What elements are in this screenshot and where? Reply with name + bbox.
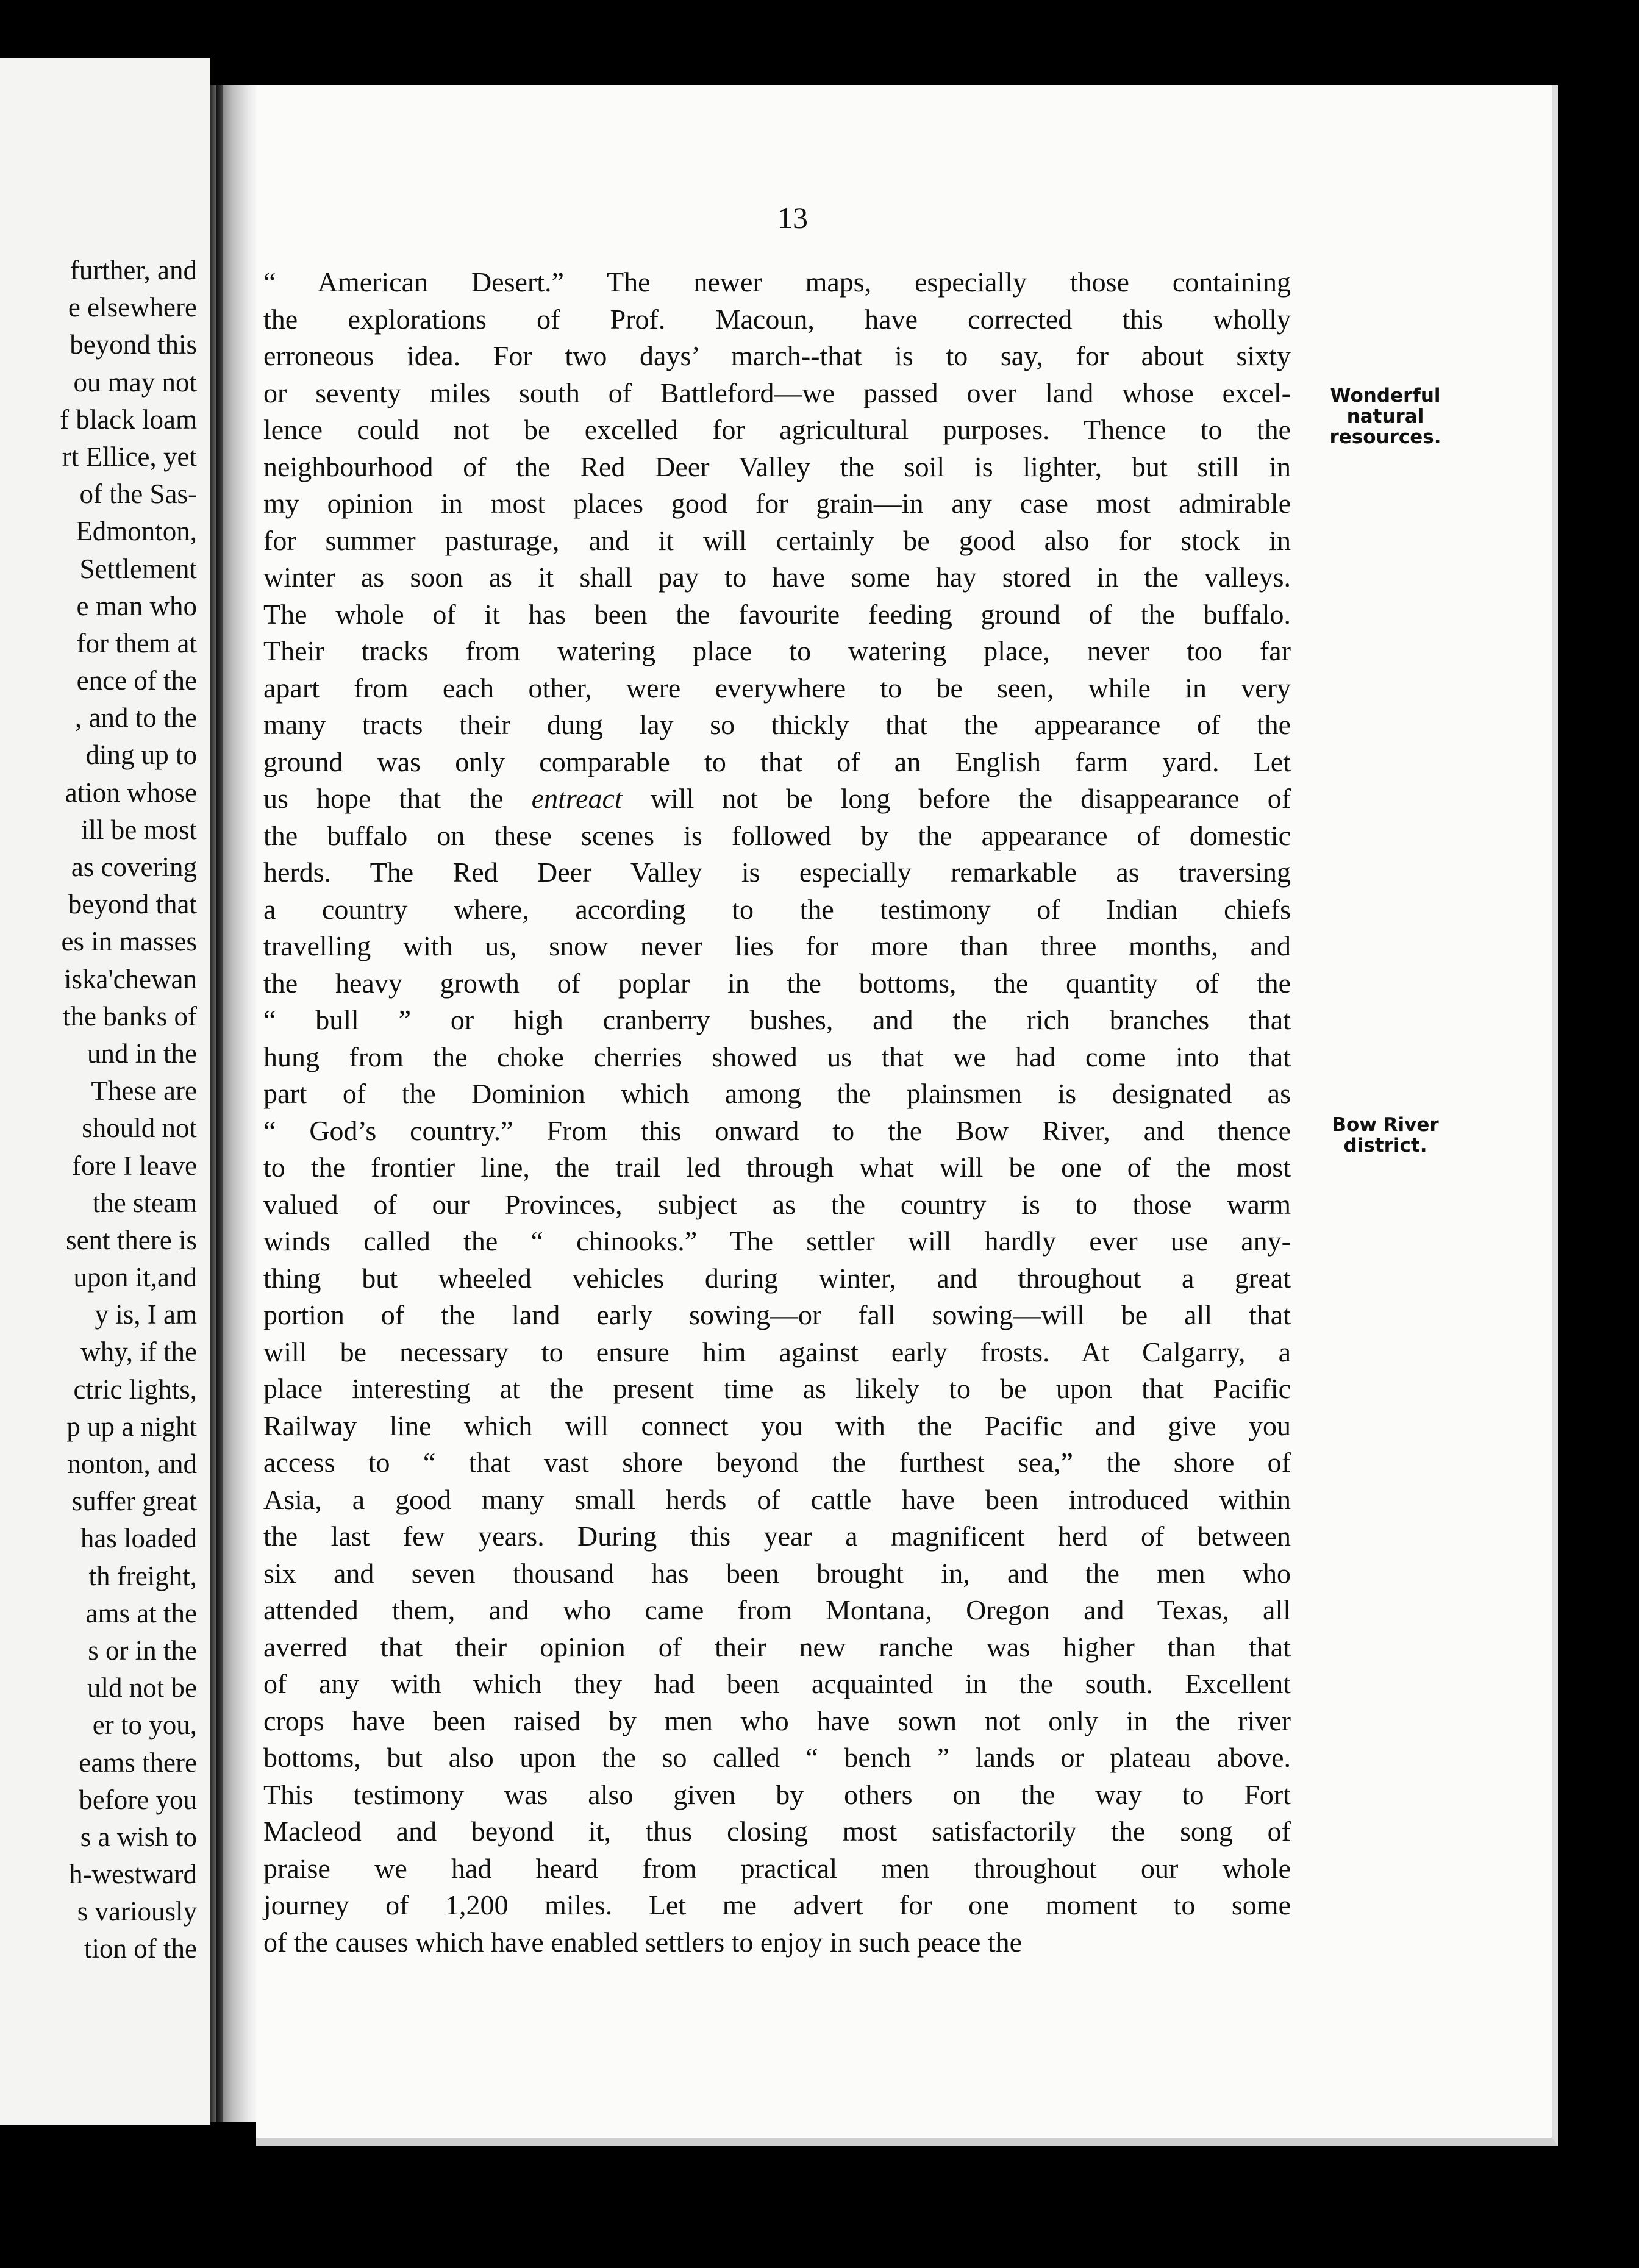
text-line: erroneous idea. For two days’ march--that is to say, for about sixty: [263, 340, 1291, 371]
text-line: lence could not be excelled for agricultural purposes. Thence to the: [263, 414, 1291, 445]
left-page-line: ams at the: [85, 1597, 197, 1628]
left-page-line: before you: [79, 1784, 197, 1815]
text-line: “ bull ” or high cranberry bushes, and the rich branches that: [263, 1004, 1291, 1035]
italic-word: entreact: [531, 783, 623, 814]
text-line: of any with which they had been acquainted in the south. Excellent: [263, 1668, 1291, 1699]
left-page-line: er to you,: [92, 1710, 197, 1741]
text-line: “ American Desert.” The newer maps, especially those containing: [263, 266, 1291, 298]
left-page-line: of the Sas-: [79, 479, 197, 510]
text-line: hung from the choke cherries showed us that we had come into that: [263, 1041, 1291, 1072]
left-page-line: s a wish to: [80, 1821, 197, 1852]
text-line: thing but wheeled vehicles during winter, and throughout a great: [263, 1262, 1291, 1294]
left-page-line: h-westward: [69, 1859, 197, 1890]
side-note-wonderful-natural-resources: [1306, 385, 1465, 448]
left-page-line: fore I leave: [72, 1150, 197, 1181]
text-line: winds called the “ chinooks.” The settler will hardly ever use any-: [263, 1225, 1291, 1257]
left-page-line: further, and: [70, 255, 197, 285]
text-line: praise we had heard from practical men throughout our whole: [263, 1852, 1291, 1884]
text-line: to the frontier line, the trail led through what will be one of the most: [263, 1152, 1291, 1183]
left-page-line: ou may not: [73, 366, 197, 398]
text-line: This testimony was also given by others on the way to Fort: [263, 1778, 1291, 1810]
text-line: bottoms, but also upon the so called “ bench ” lands or plateau above.: [263, 1742, 1291, 1773]
left-page-line: s variously: [77, 1896, 197, 1927]
left-page-line: These are: [91, 1075, 197, 1107]
left-page-line: , and to the: [75, 702, 197, 733]
text-line: The whole of it has been the favourite feeding ground of the buffalo.: [263, 598, 1291, 630]
left-page-line: Settlement: [79, 553, 197, 584]
left-page-line: ence of the: [76, 665, 197, 696]
left-page-line: the banks of: [63, 1000, 197, 1032]
text-line: the last few years. During this year a magnificent herd of between: [263, 1521, 1291, 1552]
side-note-line: natural: [1346, 405, 1424, 427]
text-line: part of the Dominion which among the plainsmen is designated as: [263, 1078, 1291, 1109]
left-page-line: und in the: [87, 1038, 197, 1069]
left-page-line: suffer great: [71, 1486, 197, 1517]
left-page-line: as covering: [71, 852, 197, 882]
text-line: neighbourhood of the Red Deer Valley the soil is lighter, but still in: [263, 451, 1291, 482]
left-page-line: ill be most: [81, 814, 197, 845]
text-line: access to “ that vast shore beyond the furthest sea,” the shore of: [263, 1447, 1291, 1478]
left-page-line: eams there: [79, 1747, 197, 1778]
left-page-line: beyond that: [68, 889, 197, 920]
left-page-line: f black loam: [60, 404, 197, 435]
left-page-line: iska'chewan: [63, 963, 197, 994]
side-note-bow-river-district: [1306, 1114, 1465, 1156]
left-page-text: [0, 252, 197, 1968]
text-line: the buffalo on these scenes is followed by the appearance of domestic: [263, 819, 1291, 851]
text-line: journey of 1,200 miles. Let me advert for one moment to some: [263, 1889, 1291, 1920]
text-line: attended them, and who came from Montana, Oregon and Texas, all: [263, 1594, 1291, 1625]
left-page-line: why, if the: [80, 1336, 197, 1368]
left-page-line: should not: [82, 1113, 197, 1144]
left-page-line: ding up to: [85, 740, 197, 771]
text-line: herds. The Red Deer Valley is especially remarkable as traversing: [263, 857, 1291, 888]
text-line: place interesting at the present time as likely to be upon that Pacific: [263, 1373, 1291, 1404]
text-line: the heavy growth of poplar in the bottoms, the quantity of the: [263, 967, 1291, 999]
left-page-line: e elsewhere: [68, 292, 197, 323]
body-text: [263, 264, 1291, 1961]
left-page-line: ctric lights,: [73, 1374, 197, 1405]
side-note-line: Wonderful: [1330, 385, 1441, 407]
text-line: a country where, according to the testimony of Indian chiefs: [263, 893, 1291, 925]
text-line: apart from each other, were everywhere to be seen, while in very: [263, 672, 1291, 704]
gutter-edge: [216, 85, 223, 2122]
text-line: my opinion in most places good for grain—in any case most admirable: [263, 488, 1291, 519]
text-line: “ God’s country.” From this onward to the Bow River, and thence: [263, 1114, 1291, 1146]
left-page-line: the steam: [92, 1187, 197, 1218]
text-line: the explorations of Prof. Macoun, have corrected this wholly: [263, 303, 1291, 335]
left-page-line: p up a night: [66, 1411, 197, 1442]
left-page-line: for them at: [76, 627, 197, 658]
text-line: averred that their opinion of their new ranche was higher than that: [263, 1631, 1291, 1663]
page-number: 13: [777, 201, 808, 235]
text-line: winter as soon as it shall pay to have some hay stored in the valleys.: [263, 562, 1291, 593]
text-line: for summer pasturage, and it will certainly be good also for stock in: [263, 524, 1291, 556]
left-page-line: th freight,: [88, 1560, 197, 1591]
text-line: Asia, a good many small herds of cattle have been introduced within: [263, 1483, 1291, 1515]
text-line: Macleod and beyond it, thus closing most satisfactorily the song of: [263, 1816, 1291, 1847]
left-page-line: nonton, and: [67, 1449, 197, 1479]
text-line: [263, 780, 1291, 818]
left-page-line: rt Ellice, yet: [62, 441, 197, 472]
text-segment: us hope that the: [263, 783, 504, 814]
text-line: six and seven thousand has been brought in, and the men who: [263, 1557, 1291, 1589]
left-page-line: s or in the: [88, 1635, 197, 1666]
text-line: or seventy miles south of Battleford—we passed over land whose excel-: [263, 377, 1291, 408]
text-line: will be necessary to ensure him against early frosts. At Calgarry, a: [263, 1336, 1291, 1368]
side-note-line: resources.: [1329, 426, 1441, 448]
text-line: of the causes which have enabled settlers to enjoy in such peace the: [263, 1926, 1023, 1958]
text-line: valued of our Provinces, subject as the country is to those warm: [263, 1188, 1291, 1220]
text-line: many tracts their dung lay so thickly that the appearance of the: [263, 709, 1291, 740]
left-facing-page: [0, 58, 210, 2125]
text-segment: will not be long before the disappearance of: [650, 783, 1291, 814]
text-line: Their tracks from watering place to watering place, never too far: [263, 635, 1291, 666]
left-page-line: upon it,and: [73, 1262, 197, 1293]
left-page-line: beyond this: [70, 329, 197, 360]
left-page-line: tion of the: [84, 1933, 197, 1964]
text-line: Railway line which will connect you with the Pacific and give you: [263, 1410, 1291, 1441]
text-line: ground was only comparable to that of an English farm yard. Let: [263, 746, 1291, 777]
left-page-line: Edmonton,: [76, 516, 197, 547]
left-page-line: uld not be: [87, 1672, 197, 1703]
left-page-line: has loaded: [80, 1523, 197, 1554]
left-page-line: ation whose: [65, 777, 197, 808]
text-line: travelling with us, snow never lies for more than three months, and: [263, 930, 1291, 961]
left-page-line: y is, I am: [95, 1299, 197, 1330]
side-note-line: Bow River: [1332, 1114, 1439, 1136]
left-page-line: e man who: [76, 590, 197, 621]
left-page-line: sent there is: [66, 1224, 197, 1255]
side-note-line: district.: [1343, 1135, 1427, 1157]
text-line: crops have been raised by men who have sown not only in the river: [263, 1705, 1291, 1736]
text-line: portion of the land early sowing—or fall sowing—will be all that: [263, 1299, 1291, 1330]
left-page-line: es in masses: [61, 926, 197, 957]
